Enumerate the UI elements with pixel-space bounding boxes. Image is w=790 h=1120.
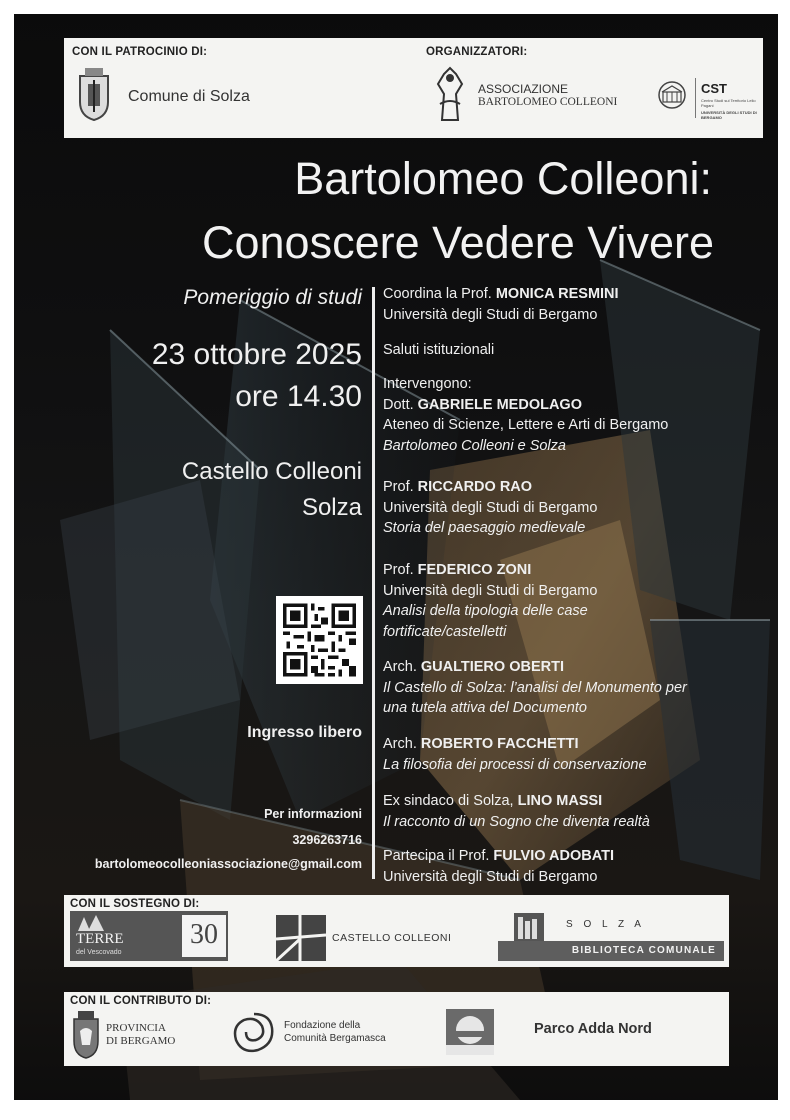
patron-name: Comune di Solza: [128, 88, 250, 105]
talk-title: Analisi della tipologia delle case: [383, 603, 588, 619]
talk-title: Bartolomeo Colleoni e Solza: [383, 437, 566, 454]
program-speaker-6: [383, 791, 763, 832]
talk-title: fortificate/castelletti: [383, 623, 507, 640]
coordinator-affiliation: Università degli Studi di Bergamo: [383, 306, 598, 323]
terre-subtitle: del Vescovado: [76, 949, 122, 956]
patronage-label: CON IL PATROCINIO DI:: [72, 46, 208, 58]
speaker-title: Prof.: [383, 562, 418, 578]
event-date: 23 ottobre 2025: [151, 338, 362, 371]
biblioteca-town: S O L Z A: [566, 919, 645, 930]
cst-building-icon: [654, 80, 690, 110]
contrib-label: CON IL CONTRIBUTO DI:: [70, 995, 212, 1007]
talk-title: La filosofia dei processi di conservazione: [383, 756, 647, 773]
speaker-title: Prof.: [383, 479, 418, 495]
program-speaker-2: [383, 477, 763, 539]
contributors-band: [64, 992, 729, 1066]
speaker-name: FULVIO ADOBATI: [493, 848, 614, 864]
organizer1-line1: ASSOCIAZIONE: [478, 82, 569, 96]
fondazione-knot-icon: [230, 1010, 278, 1056]
program-speaker-7: [383, 846, 763, 887]
cst-divider: [695, 78, 696, 118]
frame-bottom: [0, 1100, 790, 1120]
speaker-title: Dott.: [383, 396, 418, 413]
talk-title: Storia del paesaggio medievale: [383, 520, 586, 536]
frame-top: [0, 0, 790, 14]
event-time: ore 14.30: [235, 380, 362, 413]
coordinator-prefix: Coordina la Prof.: [383, 286, 496, 302]
support-label: CON IL SOSTEGNO DI:: [70, 898, 200, 910]
fondazione-line-2: Comunità Bergamasca: [284, 1033, 386, 1044]
trees-icon: [74, 913, 110, 933]
program-greetings: Saluti istituzionali: [383, 342, 495, 358]
parco-adda-nord-logo-icon: [446, 1009, 494, 1055]
event-venue: Castello Colleoni: [181, 458, 362, 485]
castello-colleoni-name: CASTELLO COLLEONI: [332, 932, 452, 944]
organizers-label: ORGANIZZATORI:: [426, 46, 528, 58]
speaker-title: Arch.: [383, 736, 421, 752]
program-coordinator: [383, 284, 763, 325]
program-speaker-1: [383, 374, 763, 456]
speaker-title: Ex sindaco di Solza,: [383, 793, 518, 809]
speaker-name: LINO MASSI: [517, 793, 603, 809]
talk-title: Il Castello di Solza: l’analisi del Monumento per: [383, 679, 687, 696]
speaker-affiliation: Università degli Studi di Bergamo: [383, 499, 598, 516]
speaker-title: Arch.: [383, 659, 421, 675]
info-phone[interactable]: 3296263716: [292, 833, 362, 847]
colleoni-statue-icon: [430, 64, 470, 126]
provincia-line-2: DI BERGAMO: [106, 1035, 176, 1047]
speakers-intro: Intervengono:: [383, 376, 472, 392]
frame-left: [0, 0, 14, 1120]
program-speaker-5: [383, 734, 763, 775]
info-email[interactable]: bartolomeocolleoniassociazione@gmail.com: [94, 857, 362, 871]
event-subtitle: Pomeriggio di studi: [183, 286, 362, 309]
speaker-affiliation: Università degli Studi di Bergamo: [383, 582, 598, 599]
parco-adda-nord-name: Parco Adda Nord: [534, 1021, 652, 1037]
provincia-coat-of-arms-icon: [70, 1009, 102, 1059]
terre-anniversary-badge: [182, 915, 226, 957]
speaker-title: Partecipa il Prof.: [383, 848, 494, 864]
speaker-name: FEDERICO ZONI: [417, 562, 532, 578]
entry-info: Ingresso libero: [247, 724, 362, 741]
books-icon: [514, 913, 544, 943]
provincia-line-1: PROVINCIA: [106, 1022, 166, 1034]
terre-name: TERRE: [76, 931, 124, 947]
speaker-name: GUALTIERO OBERTI: [420, 659, 564, 675]
qr-code[interactable]: [276, 596, 363, 684]
title-line-1: Bartolomeo Colleoni:: [294, 153, 712, 204]
organizer1-line2: BARTOLOMEO COLLEONI: [478, 96, 618, 108]
biblioteca-solza-logo: [496, 911, 724, 961]
program-speaker-3: [383, 560, 763, 642]
frame-right: [778, 0, 790, 1120]
fondazione-line-1: Fondazione della: [284, 1020, 361, 1031]
terre-logo: [70, 911, 228, 961]
info-label: Per informazioni: [264, 807, 362, 821]
speaker-name: ROBERTO FACCHETTI: [420, 736, 579, 752]
event-town: Solza: [301, 494, 362, 521]
cst-subtitle: Centro Studi sul Territorio Lelio Pagani: [701, 98, 756, 108]
solza-coat-of-arms-icon: [74, 66, 114, 122]
cst-abbr: CST: [701, 81, 727, 96]
terre-anniversary-number: 30: [190, 919, 218, 950]
castello-colleoni-logo-icon: [276, 915, 326, 961]
header-band: [64, 38, 763, 138]
biblioteca-name: BIBLIOTECA COMUNALE: [571, 945, 716, 956]
title-line-2: Conoscere Vedere Vivere: [202, 217, 714, 268]
speaker-name: GABRIELE MEDOLAGO: [417, 396, 582, 413]
talk-title: Il racconto di un Sogno che diventa realtà: [383, 813, 650, 830]
coordinator-name: MONICA RESMINI: [495, 286, 619, 302]
column-divider: [372, 287, 375, 879]
cst-university: UNIVERSITÀ DEGLI STUDI DI BERGAMO: [701, 110, 757, 120]
talk-title: una tutela attiva del Documento: [383, 700, 587, 716]
speaker-affiliation: Università degli Studi di Bergamo: [383, 868, 598, 885]
program-speaker-4: [383, 657, 763, 719]
speaker-name: RICCARDO RAO: [417, 479, 533, 495]
speaker-affiliation: Ateneo di Scienze, Lettere e Arti di Bergamo: [383, 417, 669, 433]
support-band: [64, 895, 729, 967]
biblioteca-label-bar: [498, 941, 724, 961]
